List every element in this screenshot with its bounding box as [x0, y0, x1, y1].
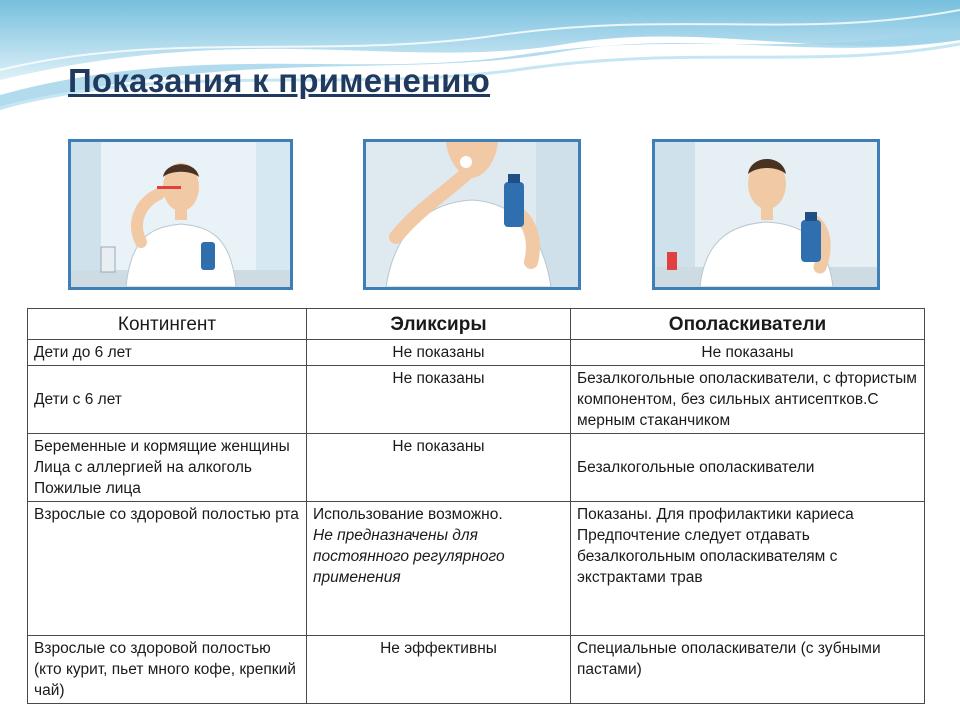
elixirs-cell [307, 502, 571, 636]
rinses-cell: Безалкогольные ополаскиватели, с фтористым компонентом, без сильных антисептков.С мерным стаканчиком [571, 366, 925, 434]
table-row [28, 340, 925, 366]
contingent-cell: Взрослые со здоровой полостью рта [28, 502, 307, 636]
man-using-mouthwash-image [363, 139, 581, 290]
elixirs-usage-note: Не предназначены для постоянного регулярного применения [313, 527, 505, 586]
rinses-cell: Не показаны [571, 340, 925, 366]
elixirs-cell: Не показаны [307, 366, 571, 434]
column-header-rinses: Ополаскиватели [571, 309, 925, 340]
rinses-cell: Специальные ополаскиватели (с зубными пастами) [571, 636, 925, 704]
contingent-cell: Дети с 6 лет [28, 366, 307, 434]
contingent-cell: Взрослые со здоровой полостью (кто курит, пьет много кофе, крепкий чай) [28, 636, 307, 704]
elixirs-cell: Не показаны [307, 434, 571, 502]
rinses-cell: Безалкогольные ополаскиватели [571, 434, 925, 502]
elixirs-cell: Не показаны [307, 340, 571, 366]
table-header-row [28, 309, 925, 340]
elixirs-usage-text: Использование возможно. [313, 506, 503, 523]
rinses-cell: Показаны. Для профилактики кариеса Предпочтение следует отдавать безалкогольным ополаскивателям с экстрактами трав [571, 502, 925, 636]
table-row [28, 366, 925, 434]
man-holding-bottle-image [652, 139, 880, 290]
slide-title: Показания к применению [68, 62, 491, 99]
contingent-cell: Беременные и кормящие женщины Лица с аллергией на алкоголь Пожилые лица [28, 434, 307, 502]
man-brushing-teeth-image [68, 139, 293, 290]
table-row [28, 434, 925, 502]
table-row [28, 502, 925, 636]
contingent-cell: Дети до 6 лет [28, 340, 307, 366]
elixirs-cell: Не эффективны [307, 636, 571, 704]
column-header-elixirs: Эликсиры [307, 309, 571, 340]
indications-table [27, 308, 925, 704]
table-row [28, 636, 925, 704]
column-header-contingent: Контингент [28, 309, 307, 340]
